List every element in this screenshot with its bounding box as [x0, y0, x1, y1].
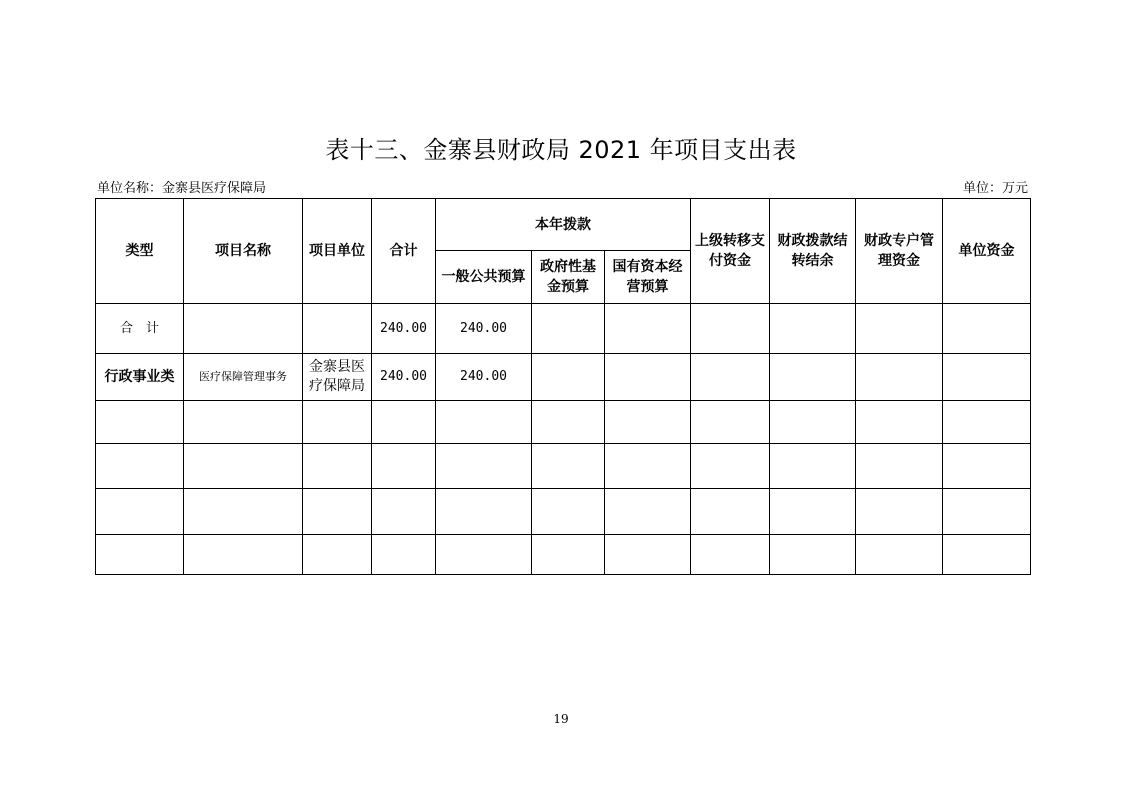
header-state-capital: 国有资本经营预算 — [605, 251, 691, 304]
cell-empty — [184, 489, 303, 535]
cell-empty — [532, 535, 605, 575]
cell-empty — [96, 444, 184, 489]
header-project-unit: 项目单位 — [303, 199, 372, 304]
cell-empty — [691, 401, 770, 444]
cell-empty — [372, 401, 436, 444]
cell-empty — [184, 401, 303, 444]
table-row — [96, 535, 1031, 575]
cell-empty — [372, 535, 436, 575]
cell-empty — [605, 304, 691, 354]
header-project-name: 项目名称 — [184, 199, 303, 304]
cell-type: 合 计 — [96, 304, 184, 354]
cell-general-budget: 240.00 — [436, 354, 532, 401]
cell-empty — [605, 444, 691, 489]
cell-empty — [605, 535, 691, 575]
cell-empty — [856, 401, 943, 444]
table-row — [96, 304, 1031, 354]
cell-empty — [436, 444, 532, 489]
unit-name-label: 单位名称：金寨县医疗保障局 — [97, 181, 267, 196]
header-special: 财政专户管理资金 — [856, 199, 943, 304]
cell-empty — [943, 354, 1031, 401]
cell-empty — [691, 354, 770, 401]
header-transfer: 上级转移支付资金 — [691, 199, 770, 304]
cell-empty — [96, 489, 184, 535]
cell-total: 240.00 — [372, 354, 436, 401]
cell-empty — [184, 444, 303, 489]
cell-empty — [436, 489, 532, 535]
cell-empty — [96, 535, 184, 575]
cell-empty — [770, 304, 856, 354]
cell-general-budget: 240.00 — [436, 304, 532, 354]
header-type: 类型 — [96, 199, 184, 304]
cell-empty — [770, 401, 856, 444]
cell-empty — [605, 354, 691, 401]
cell-empty — [943, 401, 1031, 444]
cell-type: 行政事业类 — [96, 354, 184, 401]
table-row — [96, 401, 1031, 444]
cell-empty — [943, 489, 1031, 535]
cell-empty — [532, 304, 605, 354]
cell-project-unit — [303, 304, 372, 354]
table-row — [96, 444, 1031, 489]
cell-empty — [184, 535, 303, 575]
table-row — [96, 489, 1031, 535]
cell-empty — [532, 401, 605, 444]
header-fund-budget: 政府性基金预算 — [532, 251, 605, 304]
page-title: 表十三、金寨县财政局 2021 年项目支出表 — [325, 136, 797, 164]
cell-empty — [856, 444, 943, 489]
cell-empty — [605, 489, 691, 535]
cell-project-name: 医疗保障管理事务 — [184, 354, 303, 401]
cell-empty — [691, 489, 770, 535]
cell-empty — [372, 489, 436, 535]
cell-empty — [856, 489, 943, 535]
header-carryover: 财政拨款结转结余 — [770, 199, 856, 304]
cell-project-name — [184, 304, 303, 354]
cell-empty — [532, 444, 605, 489]
cell-empty — [691, 444, 770, 489]
unit-label: 单位：万元 — [962, 181, 1028, 196]
cell-empty — [303, 489, 372, 535]
cell-empty — [943, 304, 1031, 354]
cell-empty — [303, 535, 372, 575]
cell-empty — [856, 535, 943, 575]
cell-empty — [856, 304, 943, 354]
cell-empty — [436, 535, 532, 575]
cell-total: 240.00 — [372, 304, 436, 354]
cell-empty — [303, 444, 372, 489]
cell-empty — [770, 444, 856, 489]
page-number: 19 — [553, 712, 569, 726]
header-total: 合计 — [372, 199, 436, 304]
cell-empty — [436, 401, 532, 444]
header-own-funds: 单位资金 — [943, 199, 1031, 304]
header-general-budget: 一般公共预算 — [436, 251, 532, 304]
cell-empty — [943, 535, 1031, 575]
cell-empty — [770, 354, 856, 401]
cell-empty — [770, 489, 856, 535]
cell-empty — [532, 354, 605, 401]
cell-empty — [532, 489, 605, 535]
cell-empty — [96, 401, 184, 444]
table-row — [96, 354, 1031, 401]
header-current-year: 本年拨款 — [436, 199, 691, 251]
cell-project-unit: 金寨县医疗保障局 — [303, 354, 372, 401]
project-expenditure-table — [95, 198, 1031, 575]
cell-empty — [691, 304, 770, 354]
cell-empty — [691, 535, 770, 575]
cell-empty — [770, 535, 856, 575]
cell-empty — [943, 444, 1031, 489]
cell-empty — [303, 401, 372, 444]
cell-empty — [605, 401, 691, 444]
cell-empty — [372, 444, 436, 489]
cell-empty — [856, 354, 943, 401]
